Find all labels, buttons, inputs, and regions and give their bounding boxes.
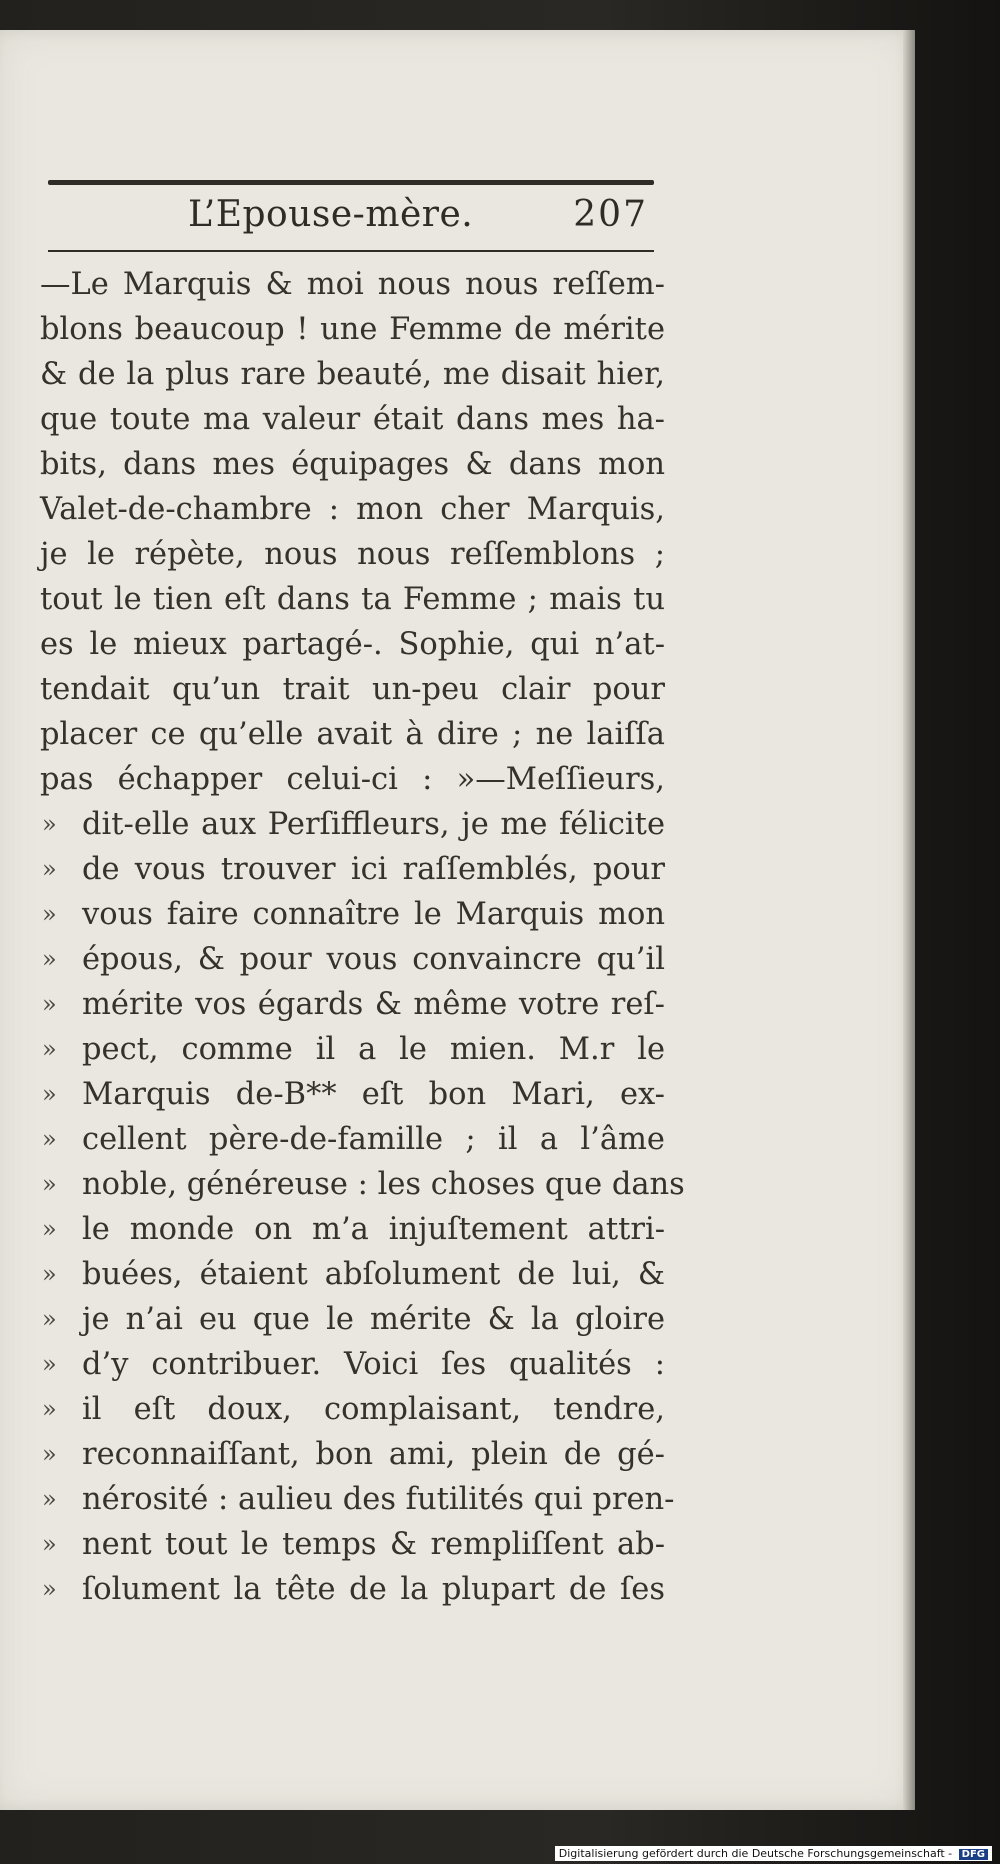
- text-line: » de vous trouver ici raſſemblés, pour: [40, 847, 665, 892]
- dfg-logo: DFG: [959, 1849, 988, 1860]
- text-line: que toute ma valeur était dans mes ha-: [40, 402, 665, 437]
- text-line: » reconnaiſſant, bon ami, plein de gé-: [40, 1432, 665, 1477]
- text-line: » nérosité : aulieu des futilités qui pren-: [40, 1477, 665, 1522]
- text-line: » d’y contribuer. Voici ſes qualités :: [40, 1342, 665, 1387]
- text-line: » cellent père-de-famille ; il a l’âme: [40, 1117, 665, 1162]
- text-line: » nent tout le temps & rempliſſent ab-: [40, 1522, 665, 1567]
- text-line: —Le Marquis & moi nous nous reſſem-: [40, 267, 665, 302]
- text-line: » le monde on m’a injuſtement attri-: [40, 1207, 665, 1252]
- text-line: Valet-de-chambre : mon cher Marquis,: [40, 492, 665, 527]
- text-line: » Marquis de-B** eſt bon Mari, ex-: [40, 1072, 665, 1117]
- header-rule-top: [48, 180, 654, 185]
- text-line: » épous, & pour vous convaincre qu’il: [40, 937, 665, 982]
- digitization-credit: [555, 1846, 992, 1861]
- header-rule-bottom: [48, 250, 654, 252]
- text-line: & de la plus rare beauté, me disait hier,: [40, 357, 665, 392]
- text-line: » vous faire connaître le Marquis mon: [40, 892, 665, 937]
- text-line: tout le tien eſt dans ta Femme ; mais tu: [40, 582, 665, 617]
- text-line: tendait qu’un trait un-peu clair pour: [40, 672, 665, 707]
- text-line: » noble, généreuse : les choses que dans: [40, 1162, 665, 1207]
- text-line: » dit-elle aux Perſiffleurs, je me félicite: [40, 802, 665, 847]
- text-line: pas échapper celui-ci : »—Meſſieurs,: [40, 762, 665, 797]
- text-line: blons beaucoup ! une Femme de mérite: [40, 312, 665, 347]
- page-header: [48, 178, 654, 256]
- body-text: [40, 262, 685, 1612]
- text-line: placer ce qu’elle avait à dire ; ne laiſſa: [40, 717, 665, 752]
- text-line: » je n’ai eu que le mérite & la gloire: [40, 1297, 665, 1342]
- text-line: » buées, étaient abſolument de lui, &: [40, 1252, 665, 1297]
- page-number: 207: [573, 194, 648, 235]
- text-line: je le répète, nous nous reſſemblons ;: [40, 537, 665, 572]
- text-line: bits, dans mes équipages & dans mon: [40, 447, 665, 482]
- text-line: » il eſt doux, complaisant, tendre,: [40, 1387, 665, 1432]
- running-title: L’Epouse-mère.: [188, 194, 474, 235]
- text-line: » pect, comme il a le mien. M.r le: [40, 1027, 665, 1072]
- credit-text: Digitalisierung gefördert durch die Deutsche Forschungsgemeinschaft -: [558, 1847, 953, 1860]
- text-line: » mérite vos égards & même votre reſ-: [40, 982, 665, 1027]
- text-line: es le mieux partagé-. Sophie, qui n’at-: [40, 627, 665, 662]
- page-edge: [903, 30, 915, 1810]
- text-line: » ſolument la tête de la plupart de ſes: [40, 1567, 665, 1612]
